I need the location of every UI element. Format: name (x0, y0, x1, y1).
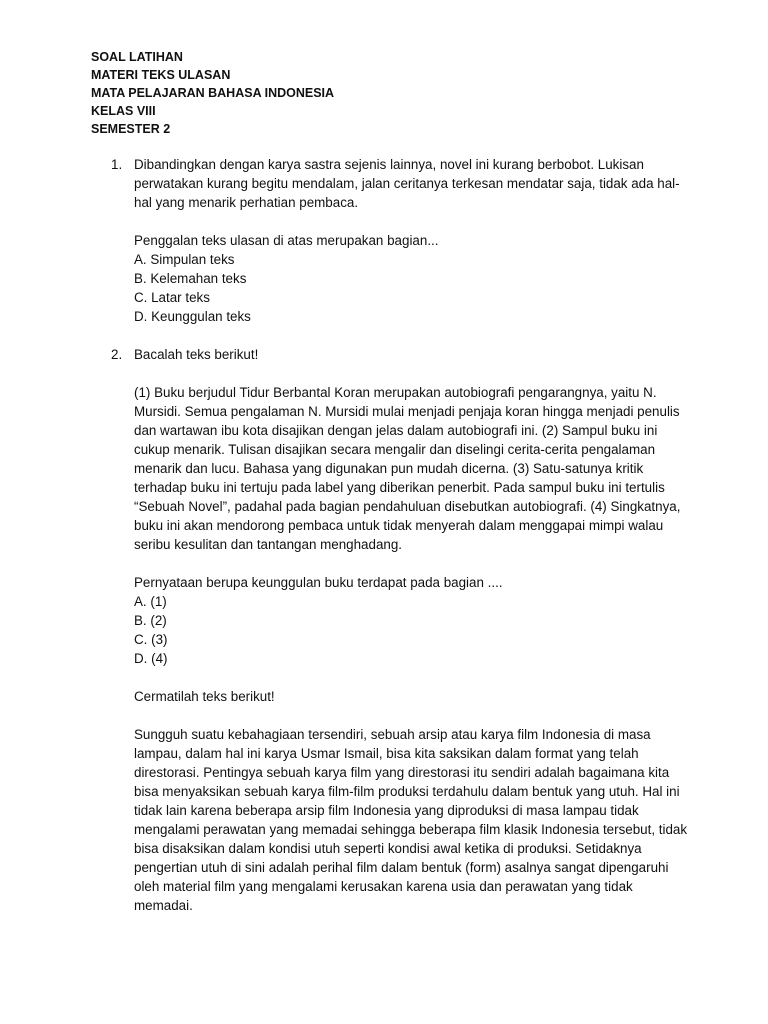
question-1-prompt: Penggalan teks ulasan di atas merupakan bagian... (134, 233, 439, 248)
header-subject: MATA PELAJARAN BAHASA INDONESIA (91, 86, 335, 100)
header-title: SOAL LATIHAN (91, 50, 183, 64)
question-2-prompt: Pernyataan berupa keunggulan buku terdapat pada bagian .... (134, 575, 503, 590)
question-3-instruction: Cermatilah teks berikut! (134, 689, 275, 704)
question-2-number: 2. (111, 347, 123, 362)
header-class: KELAS VIII (91, 104, 156, 118)
question-2-option-d: D. (4) (134, 651, 168, 666)
question-1-option-c: C. Latar teks (134, 290, 210, 305)
question-2-option-a: A. (1) (134, 594, 167, 609)
header-semester: SEMESTER 2 (91, 122, 171, 136)
question-3-passage: Sungguh suatu kebahagiaan tersendiri, sebuah arsip atau karya film Indonesia di masa lampau, dalam hal ini karya Usmar Ismail, bisa kita saksikan dalam format yang telah direstorasi. Pentingya sebuah karya film yang direstorasi itu sendiri adalah bagaimana kita bisa menyaksikan sebuah karya film-film produksi terdahulu dalam bentuk yang utuh. Hal ini tidak lain karena beberapa arsip film Indonesia yang diproduksi di masa lampau tidak mengalami perawatan yang memadai sehingga beberapa film klasik Indonesia tersebut, tidak bisa disaksikan dalam kondisi utuh seperti kondisi awal ketika di produksi. Setidaknya pengertian utuh di sini adalah perihal film dalam bentuk (form) asalnya sangat dipengaruhi oleh material film yang mengalami kerusakan karena usia dan perawatan yang tidak memadai. (134, 727, 688, 913)
question-2-instruction: Bacalah teks berikut! (134, 347, 259, 362)
question-2-option-c: C. (3) (134, 632, 168, 647)
question-1-text: Dibandingkan dengan karya sastra sejenis lainnya, novel ini kurang berbobot. Lukisan perwatakan kurang begitu mendalam, jalan ceritanya terkesan mendatar saja, tidak ada hal-hal yang menarik perhatian pembaca. (134, 157, 680, 210)
question-2-option-b: B. (2) (134, 613, 167, 628)
question-1-option-b: B. Kelemahan teks (134, 271, 247, 286)
question-1-option-a: A. Simpulan teks (134, 252, 235, 267)
header-topic: MATERI TEKS ULASAN (91, 68, 231, 82)
question-1-option-d: D. Keunggulan teks (134, 309, 251, 324)
document-header (91, 48, 768, 138)
question-2 (91, 345, 768, 915)
question-1-number: 1. (111, 157, 123, 172)
question-2-passage: (1) Buku berjudul Tidur Berbantal Koran merupakan autobiografi pengarangnya, yaitu N. Mursidi. Semua pengalaman N. Mursidi mulai menjadi penjaja koran hingga menjadi penulis dan wartawan ibu kota disajikan dengan jelas dalam autobiografi ini. (2) Sampul buku ini cukup menarik. Tulisan disajikan secara mengalir dan diselingi cerita-cerita pengalaman menarik dan lucu. Bahasa yang digunakan pun mudah dicerna. (3) Satu-satunya kritik terhadap buku ini tertuju pada label yang diberikan penerbit. Pada sampul buku ini tertulis “Sebuah Novel”, padahal pada bagian pendahuluan disebutkan autobiografi. (4) Singkatnya, buku ini akan mendorong pembaca untuk tidak menyerah dalam menggapai mimpi walau seribu kesulitan dan tantangan menghadang. (134, 385, 681, 552)
question-1 (91, 155, 768, 326)
